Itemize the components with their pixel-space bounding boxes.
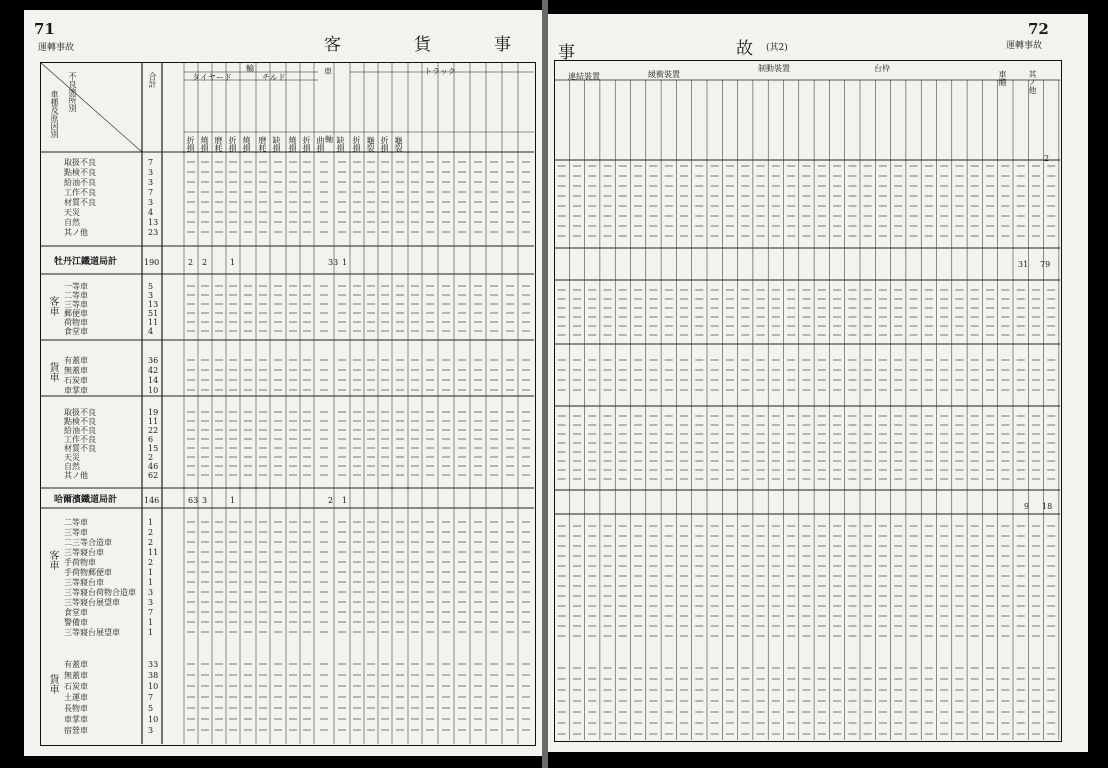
row-label: 食堂車 [64,327,88,336]
summary-value: 18 [1042,502,1053,511]
row-label: 給油不良 [64,426,96,435]
sub-header-cell: 燒損 [200,136,209,152]
group-header-tire: タイヤード [192,73,232,82]
row-label: 二三等合造車 [64,538,112,547]
summary-value: 31 [1018,260,1029,269]
category-label: 貨車 [47,362,58,382]
col-shaft-header: 軸 [325,135,333,144]
row-label: 工作不良 [64,188,96,197]
row-total: 14 [148,376,159,385]
row-label: 點検不良 [64,168,96,177]
row-total: 7 [148,693,154,702]
sub-header-cell: 折損 [302,136,311,152]
row-total: 4 [148,327,154,336]
subtotal-value: 2 [188,258,194,267]
row-total: 3 [148,726,154,735]
group-header-child: チルド [262,73,286,82]
subtotal-value: 1 [230,258,236,267]
row-total: 10 [148,386,159,395]
title-char: 事 [494,35,513,55]
subtotal-value: 63 [188,496,199,505]
row-total: 2 [148,528,154,537]
row-total: 10 [148,682,159,691]
row-total: 42 [148,366,159,375]
group-header: 制動裝置 [758,64,790,73]
sub-header-cell: 折損 [186,136,195,152]
sub-header-cell: 曲損 [316,136,325,152]
row-label: 手荷物車 [64,558,96,567]
sub-header-cell: 缺損 [272,136,281,152]
row-total: 23 [148,228,159,237]
row-label: 宿營車 [64,726,88,735]
subtotal-label: 牡丹江鐵道局計 [54,257,118,267]
row-total: 36 [148,356,159,365]
category-label: 客車 [47,550,58,570]
row-label: 三等寢台車 [64,548,104,557]
title-char: 事 [558,43,577,63]
row-total: 10 [148,715,159,724]
subtotal-value: 1 [230,496,236,505]
row-total: 5 [148,282,154,291]
row-label: 二等車 [64,291,88,300]
row-label: 材質不良 [64,444,96,453]
left-table-grid [24,10,542,756]
row-total: 13 [148,218,159,227]
row-label: 三等車 [64,528,88,537]
group-header: 其ノ他 [1028,70,1037,94]
row-total: 15 [148,444,159,453]
title-char: 客 [324,35,343,55]
title-suffix: (其2) [766,43,788,53]
row-label: 一等車 [64,282,88,291]
row-label: 其ノ他 [64,228,88,237]
row-total: 2 [148,453,154,462]
row-label: 三等寢台展望車 [64,598,120,607]
row-total: 13 [148,300,159,309]
row-total: 3 [148,198,154,207]
row-label: 長物車 [64,704,88,713]
row-label: 三等寢台展望車 [64,628,120,637]
group-header: 台枠 [874,64,890,73]
row-total: 1 [148,578,154,587]
group-header: 連結裝置 [568,72,600,81]
subtotal-value: 1 [342,496,348,505]
title-char: 故 [736,39,755,59]
row-label: 有蓋車 [64,660,88,669]
group-header: 車體 [998,70,1007,86]
sub-header-cell: 龜裂 [366,136,375,152]
row-total: 7 [148,608,154,617]
row-label: 石炭車 [64,682,88,691]
row-label: 土運車 [64,693,88,702]
row-label: 車掌車 [64,715,88,724]
row-total: 33 [148,660,159,669]
row-label: 三等寢台荷物合造車 [64,588,136,597]
row-total: 2 [148,558,154,567]
row-label: 天災 [64,453,80,462]
corner-header-sub: 車種及原因別 [50,90,59,138]
row-label: 郵便車 [64,309,88,318]
row-label: 天災 [64,208,80,217]
row-total: 5 [148,704,154,713]
row-label: 手荷物郵便車 [64,568,112,577]
category-label: 貨車 [47,674,58,694]
sub-header-cell: 磨耗 [214,136,223,152]
row-label: 自然 [64,218,80,227]
row-total: 7 [148,188,154,197]
row-label: 石炭車 [64,376,88,385]
row-label: 車掌車 [64,386,88,395]
summary-value: 9 [1024,502,1030,511]
section-label: 運轉事故 [38,43,75,53]
left-page [24,10,542,756]
subtotal-total: 190 [144,258,160,267]
sub-header-cell: 龜裂 [394,136,403,152]
subtotal-value: 3 [202,496,208,505]
sub-header-cell: 折損 [352,136,361,152]
row-total: 51 [148,309,159,318]
sub-header-cell: 折損 [380,136,389,152]
row-label: 材質不良 [64,198,96,207]
row-label: 二等車 [64,518,88,527]
row-label: 三等寢台車 [64,578,104,587]
row-total: 3 [148,588,154,597]
subtotal-total: 146 [144,496,160,505]
sub-header-cell: 缺損 [336,136,345,152]
row-total: 1 [148,618,154,627]
row-total: 6 [148,435,154,444]
page-number: 72 [1028,20,1049,38]
sub-header-cell: 燒損 [288,136,297,152]
section-label: 運轉事故 [1006,41,1043,51]
row-total: 1 [148,628,154,637]
subtotal-value: 33 [328,258,339,267]
row-total: 3 [148,168,154,177]
right-page [548,14,1088,752]
row-total: 19 [148,408,159,417]
row-total: 4 [148,208,154,217]
row-total: 11 [148,417,159,426]
title-char: 貨 [414,35,433,55]
right-table-grid [548,14,1088,752]
row-total: 62 [148,471,159,480]
row-label: 取扱不良 [64,158,96,167]
row-total: 7 [148,158,154,167]
row-label: 警備車 [64,618,88,627]
col-total-header: 合計 [148,72,157,88]
category-label: 客車 [47,296,58,316]
row-label: 有蓋車 [64,356,88,365]
row-total: 22 [148,426,159,435]
row-label: 取扱不良 [64,408,96,417]
page-number: 71 [34,20,55,38]
row-label: 其ノ他 [64,471,88,480]
sub-header-cell: 燒損 [242,136,251,152]
row-label: 食堂車 [64,608,88,617]
corner-header: 不良箇所別 [68,72,77,112]
subtotal-value: 2 [328,496,334,505]
row-total: 1 [148,518,154,527]
row-total: 11 [148,548,159,557]
row-label: 無蓋車 [64,366,88,375]
row-label: 給油不良 [64,178,96,187]
row-label: 自然 [64,462,80,471]
row-label: 點検不良 [64,417,96,426]
summary-value: 79 [1040,260,1051,269]
subtotal-value: 1 [342,258,348,267]
row-total: 3 [148,291,154,300]
row-label: 無蓋車 [64,671,88,680]
subtotal-value: 2 [202,258,208,267]
group-header-vehicle: 輸 [246,64,254,73]
group-header-truck: トラック [424,67,456,76]
subtotal-label: 哈爾濱鐵道局計 [54,495,118,505]
sub-header-cell: 磨耗 [258,136,267,152]
row-label: 三等車 [64,300,88,309]
row-label: 工作不良 [64,435,96,444]
row-total: 46 [148,462,159,471]
row-total: 2 [148,538,154,547]
group-header: 緩衝裝置 [648,70,680,79]
sub-header-cell: 折損 [228,136,237,152]
summary-value: 2 [1044,154,1050,163]
row-total: 11 [148,318,159,327]
row-label: 荷物車 [64,318,88,327]
row-total: 3 [148,178,154,187]
row-total: 38 [148,671,159,680]
group-header-car: 車 [324,67,332,76]
row-total: 3 [148,598,154,607]
row-total: 1 [148,568,154,577]
